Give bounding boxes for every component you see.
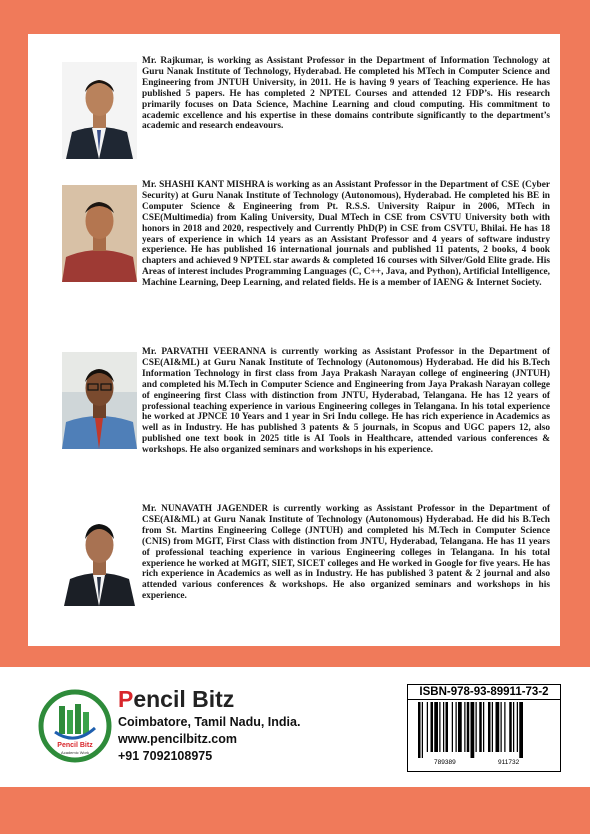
barcode-bar <box>464 702 465 752</box>
barcode-bar <box>476 702 477 752</box>
author-photo-parvathi-veeranna <box>62 352 137 449</box>
publisher-website[interactable]: www.pencilbitz.com <box>118 732 237 746</box>
publisher-phone: +91 7092108975 <box>118 749 213 763</box>
author-photo-nunavath-jagender <box>62 509 137 606</box>
barcode-number-left: 789389 <box>434 759 456 766</box>
barcode-bar <box>467 702 470 752</box>
barcode-bar <box>443 702 444 752</box>
barcode-bar <box>501 702 502 752</box>
barcode-bar <box>492 702 493 752</box>
barcode <box>416 702 552 758</box>
barcode-bar <box>434 702 438 752</box>
barcode-bar <box>471 702 475 758</box>
barcode-bar <box>418 702 421 758</box>
barcode-bar <box>496 702 500 752</box>
author-bio-rajkumar: Mr. Rajkumar, is working as Assistant Professor in the Department of Information Technology at Guru Nanak Institute of Technology, Hyderabad. He completed his MTech in Computer Science and Engineering from JNTUH University, in 2011. He is having 9 years of Teaching experience. He has published 5 papers. He has completed 2 NPTEL Courses and attended 12 FDP’s. His research primarily focuses on Data Science, Machine Learning and cloud computing. His commitment to academic excellence and his expertise in these domains contribute significantly to the department’s academic and research endeavours. <box>142 56 550 132</box>
barcode-bar <box>439 702 440 752</box>
logo-tagline: Academic Work <box>61 750 89 755</box>
barcode-bar <box>488 702 491 752</box>
isbn-label: ISBN-978-93-89911-73-2 <box>408 686 560 700</box>
barcode-bar <box>519 702 523 758</box>
barcode-bar <box>483 702 484 752</box>
barcode-bar <box>479 702 482 752</box>
barcode-bar <box>509 702 512 752</box>
barcode-bar <box>446 702 449 752</box>
barcode-bar <box>431 702 434 752</box>
publisher-name-rest: encil Bitz <box>133 686 235 712</box>
barcode-bar <box>456 702 457 752</box>
barcode-bar <box>427 702 428 752</box>
pencil-bitz-logo <box>37 688 113 764</box>
author-photo-shashi-kant-mishra <box>62 185 137 282</box>
logo-text: Pencil Bitz <box>57 742 93 749</box>
barcode-bar <box>513 702 514 752</box>
barcode-bar <box>504 702 505 752</box>
isbn-block <box>407 684 561 772</box>
publisher-city: Coimbatore, Tamil Nadu, India. <box>118 715 301 729</box>
barcode-bar <box>452 702 453 752</box>
barcode-bar <box>458 702 462 752</box>
author-bio-shashi-kant-mishra: Mr. SHASHI KANT MISHRA is working as an Assistant Professor in the Department of CSE (Cyber Security) at Guru Nanak Institute of Technology (Autonomous), Hyderabad. He completed his BE in Computer Science & Engineering from Pt. R.S.S. University Raipur in 2006, MTech in CSE(Multimedia) from Kaling University, Dual MTech in CSE from CSVTU University both with honors in 2018 and 2020, respectively and Currently PhD(P) in CSE from CSVTU, Bhilai. He has 18 years of experience in which 14 years as an Assistant Professor and 4 years of software industry experience. He has published 16 international journals and published 11 patents, 2 books, 4 book chapters and achieved 9 NPTEL star awards & completed 16 courses with Silver/Gold Elite grade. His Areas of interest includes Programming Languages (C, C++, Java, and Python), Artificial Intelligence, Machine Learning, Deep Learning, and related fields. He is a member of IAENG & Internet Society. <box>142 180 550 289</box>
author-bio-parvathi-veeranna: Mr. PARVATHI VEERANNA is currently working as Assistant Professor in the Department of CSE(AI&ML) at Guru Nanak Institute of Technology (Autonomous) Hyderabad. He did his B.Tech Information Technology in first class from Jaya Prakash Narayan college of engineering (JNTUH) and completed his M.Tech in Computer Science and Engineering from Jaya Prakash Narayan college of engineering first Class with distinction from JNTU, Hyderabad, Telangana. He has 12 years of professional teaching experience in various Engineering colleges in Telangana. In his total experience he worked at JPNCE 10 Years and 1 year in Sri Indu college. He has rich experience in Academics as well as in Industry. He has published 3 patents & 5 journals, in Scopus and UGC papers 12, also published one text book in 2025 title is AI Tools in Healthcare, attended various conferences & workshops. He also organized seminars and workshops in his experience. <box>142 347 550 456</box>
barcode-number-right: 911732 <box>498 759 520 766</box>
barcode-bar <box>422 702 423 758</box>
author-bio-nunavath-jagender: Mr. NUNAVATH JAGENDER is currently working as Assistant Professor in the Department of CSE(AI&ML) at Guru Nanak Institute of Technology (Autonomous) Hyderabad. He did his B.Tech from St. Martins Engineering College (JNTUH) and completed his M.Tech in Computer Science (CNIS) from MGIT, First Class with distinction from JNTU, Hyderabad, Telangana. He has 11 years of professional teaching experience in various Engineering colleges in Telangana. In his total experience he worked at MGIT, SIET, SICET colleges and He worked in Google for five years. He has rich experience in Academics as well as in Industry. He has published 3 patent & 2 journal and also attended various conferences & workshops. He also organized seminars and workshops in his experience. <box>142 504 550 602</box>
author-photo-rajkumar <box>62 62 137 159</box>
barcode-bar <box>517 702 518 752</box>
publisher-name <box>118 686 234 713</box>
publisher-name-initial: P <box>118 686 134 712</box>
author-bio-panel <box>28 34 560 646</box>
